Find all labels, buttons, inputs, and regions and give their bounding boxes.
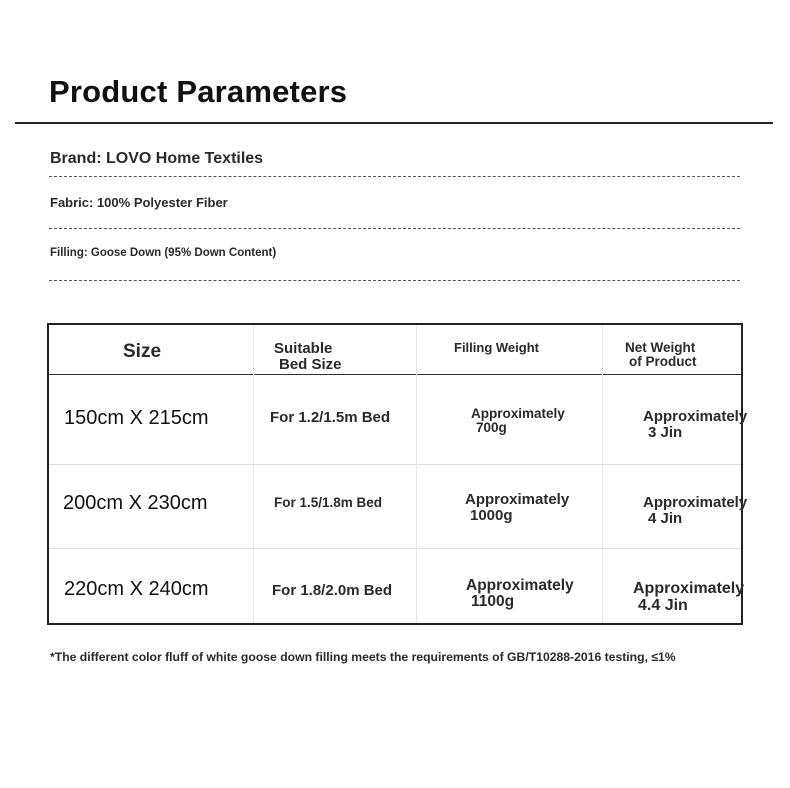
header-net-line2: of Product [629, 354, 697, 370]
filling-line: Filling: Goose Down (95% Down Content) [50, 247, 277, 259]
net-line2: 4.4 Jin [638, 596, 688, 614]
net-line1: Approximately [643, 408, 748, 425]
row-net-weight [643, 409, 747, 441]
net-line1: Approximately [633, 580, 745, 597]
header-filling-weight: Filling Weight [454, 340, 539, 355]
header-net-line1: Net Weight [625, 340, 696, 355]
column-divider [416, 325, 417, 623]
header-net-weight [625, 341, 697, 369]
page-title: Product Parameters [49, 74, 348, 109]
fill-line1: Approximately [466, 577, 574, 594]
row-net-weight [643, 495, 747, 527]
row-filling-weight [465, 492, 569, 524]
fill-line1: Approximately [471, 406, 565, 421]
row-size: 200cm X 230cm [63, 492, 208, 514]
row-filling-weight [466, 578, 574, 611]
row-filling-weight [471, 407, 565, 435]
fill-line1: Approximately [465, 491, 570, 508]
fabric-line: Fabric: 100% Polyester Fiber [50, 195, 228, 210]
row-size: 220cm X 240cm [64, 578, 209, 600]
header-bed-line2: Bed Size [279, 355, 342, 373]
row-divider [49, 464, 741, 465]
fill-line2: 700g [476, 420, 507, 436]
row-divider [49, 548, 741, 549]
header-size: Size [123, 341, 162, 362]
brand-line: Brand: LOVO Home Textiles [50, 150, 264, 167]
footnote: *The different color fluff of white goose down filling meets the requirements of GB/T10288-2016 testing, ≤1% [50, 650, 676, 664]
row-size: 150cm X 215cm [64, 407, 209, 429]
row-bed: For 1.2/1.5m Bed [270, 409, 391, 426]
dashed-divider [49, 228, 740, 229]
column-divider [253, 325, 254, 623]
row-bed: For 1.5/1.8m Bed [274, 495, 383, 510]
net-line2: 3 Jin [648, 423, 683, 441]
header-bed-size [274, 341, 342, 373]
net-line2: 4 Jin [648, 509, 683, 527]
row-bed: For 1.8/2.0m Bed [272, 582, 393, 599]
header-bed-line1: Suitable [274, 340, 333, 357]
header-divider [49, 374, 741, 375]
column-divider [602, 325, 603, 623]
parameters-table [47, 323, 748, 625]
fill-line2: 1000g [470, 506, 513, 524]
dashed-divider [49, 176, 740, 177]
dashed-divider [49, 280, 740, 281]
fill-line2: 1100g [471, 593, 515, 611]
net-line1: Approximately [643, 494, 748, 511]
row-net-weight [633, 581, 744, 615]
title-divider [15, 122, 773, 124]
